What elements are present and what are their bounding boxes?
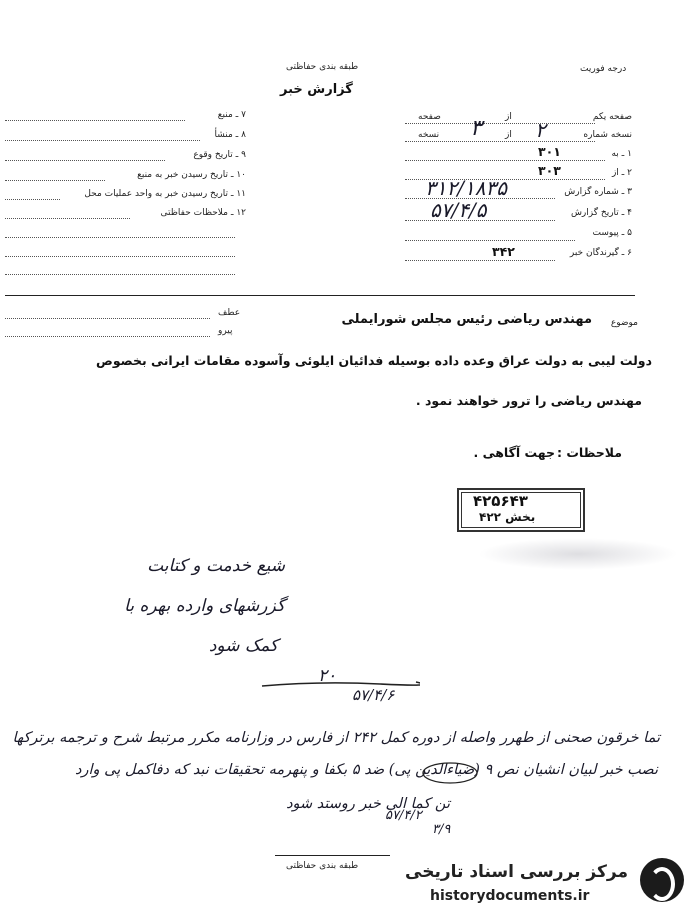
registry-stamp xyxy=(457,488,585,532)
field-copy-label: نسخه شماره xyxy=(583,130,632,140)
field-unit-receipt-date-label: ۱۱ ـ تاریخ رسیدن خبر به واحد عملیات محل xyxy=(84,189,246,199)
priority-label: درجه فوریت xyxy=(580,64,627,74)
reference-label: عطف xyxy=(218,308,241,318)
handwritten-note-line-2: نصب خبر لبیان انشیان نص ۹ (ضیاءالدین پی) ضد ۵ بکفا و پنهرمه تحقیقات نبد که دفاکمل پی وارد xyxy=(75,762,658,778)
stamp-section: بخش ۴۲۲ xyxy=(479,510,536,524)
watermark-url: historydocuments.ir xyxy=(430,888,590,904)
form-title: گزارش خبر xyxy=(280,82,353,97)
field-to-label: ۱ ـ به xyxy=(611,149,632,159)
field-report-date-value: ۵۷/۴/۵ xyxy=(430,198,487,222)
notes-label: ملاحظات : xyxy=(556,445,622,460)
copy-number-handwritten: ۲ xyxy=(535,118,546,142)
field-report-date-label: ۴ ـ تاریخ گزارش xyxy=(570,208,632,218)
handwritten-underline xyxy=(260,678,420,692)
handwritten-number: ۲۰ xyxy=(318,666,337,686)
section-divider xyxy=(5,295,635,296)
handwritten-date: ۵۷/۴/۶ xyxy=(352,686,395,704)
field-copy-mid: از xyxy=(505,130,512,140)
archive-logo-icon xyxy=(640,858,684,902)
field-source-receipt-date-label: ۱۰ ـ تاریخ رسیدن خبر به منبع xyxy=(137,170,246,180)
handwritten-line-2: گزرشهای وارده بهره با xyxy=(124,596,285,616)
subject-text: مهندس ریاضی رئیس مجلس شورایملی xyxy=(341,312,592,327)
classification-header: طبقه بندی حفاظتی xyxy=(286,62,359,72)
faded-stamp-mark xyxy=(478,538,678,570)
subject-label: موضوع xyxy=(610,318,638,328)
handwritten-line-1: شیع خدمت و کتابت xyxy=(147,556,285,576)
field-recipients-value: ۳۴۲ xyxy=(492,244,515,259)
watermark-title: مرکز بررسی اسناد تاریخی xyxy=(405,862,628,882)
handwritten-sign-number: ۳/۹ xyxy=(432,822,451,837)
handwritten-circled-note xyxy=(420,760,480,786)
body-line-1: دولت لیبی به دولت عراق وعده داده بوسیله فدائیان ایلوئی وآسوده مقامات ایرانی بخصوص xyxy=(96,353,652,368)
body-line-2: مهندس ریاضی را ترور خواهند نمود . xyxy=(415,393,642,408)
field-to-value: ۳۰۱ xyxy=(538,144,561,159)
stamp-number: ۴۲۵۶۴۳ xyxy=(473,492,528,510)
field-page-label: صفحه یکم xyxy=(592,112,632,122)
field-from-value: ۳۰۳ xyxy=(538,163,561,178)
follow-up-label: پیرو xyxy=(218,326,233,336)
field-page-end: صفحه xyxy=(418,112,441,122)
field-report-number-value: ۳۱۲/۱۸۳۵ xyxy=(425,176,507,200)
field-report-number-label: ۳ ـ شماره گزارش xyxy=(564,187,632,197)
field-page-mid: از xyxy=(505,112,512,122)
field-origin-label: ۸ ـ منشأ xyxy=(214,130,246,140)
field-security-notes-label: ۱۲ ـ ملاحظات حفاظتی xyxy=(160,208,246,218)
field-attachment-label: ۵ ـ پیوست xyxy=(592,228,632,238)
handwritten-sign-date: ۵۷/۴/۲ xyxy=(385,808,422,823)
handwritten-line-3: کمک شود xyxy=(208,636,278,656)
handwritten-note-line-1: تما خرقون صحنی از طهرر واصله از دوره کمل ۲۴۲ از فارس در وزارنامه مکرر مرتبط شرح و ترجمه برترکها xyxy=(12,730,660,746)
field-occurrence-date-label: ۹ ـ تاریخ وقوع xyxy=(193,150,246,160)
field-recipients-label: ۶ ـ گیرندگان خبر xyxy=(569,248,632,258)
copy-total-handwritten: ۳ xyxy=(470,116,482,141)
field-from-label: ۲ ـ از xyxy=(611,168,632,178)
footer-rule xyxy=(275,855,390,856)
notes-text: جهت آگاهی . xyxy=(473,445,555,460)
field-source-label: ۷ ـ منبع xyxy=(217,110,246,120)
field-copy-end: نسخه xyxy=(418,130,440,140)
handwritten-note-line-3: تن کما الی خبر روستد شود xyxy=(286,796,450,812)
classification-footer: طبقه بندی حفاظتی xyxy=(286,861,359,871)
